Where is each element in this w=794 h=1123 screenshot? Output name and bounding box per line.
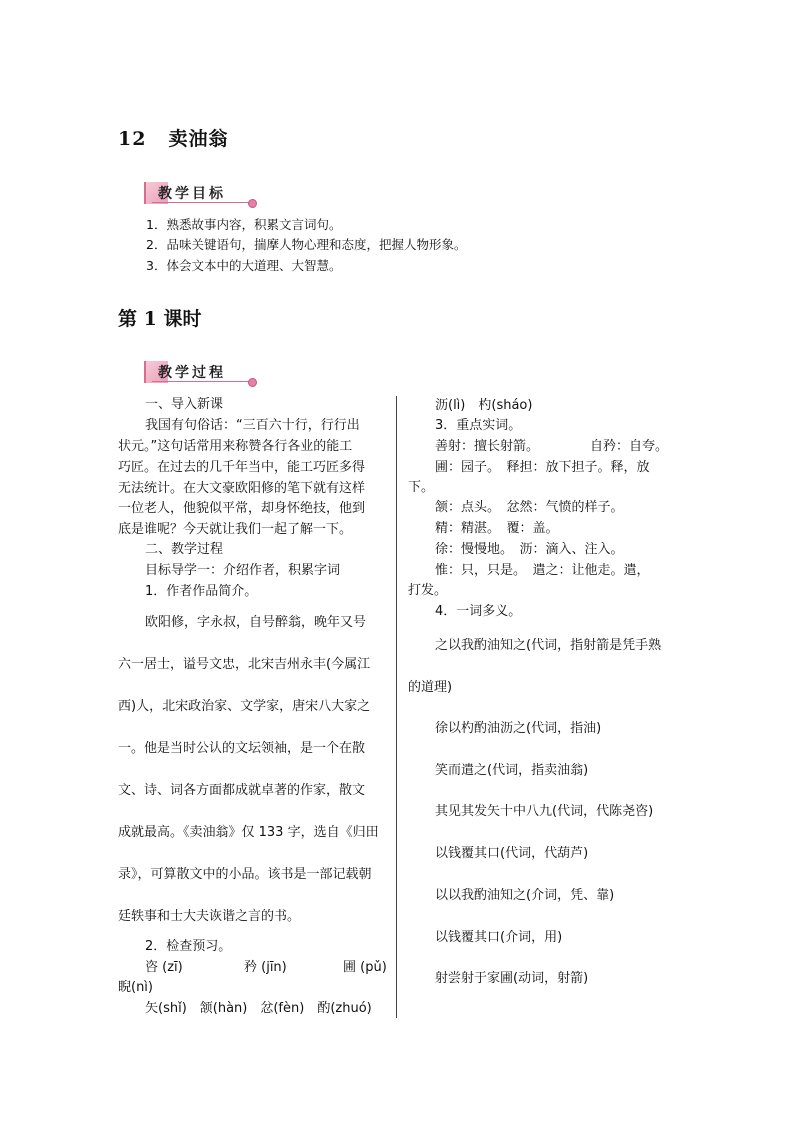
left-line: 目标导学一：介绍作者，积累字词	[145, 563, 341, 578]
pinyin-item: 咨 (zī)	[145, 960, 183, 975]
right-line: 徐：慢慢地。 沥：滴入、注入。	[435, 542, 624, 557]
left-line: 一、导入新课	[145, 397, 224, 412]
right-line: 下。	[408, 480, 435, 495]
pinyin-item: 圃 (pǔ)	[343, 960, 387, 975]
lesson-period-title: 第 1 课时	[118, 308, 202, 330]
right-line: 其见其发矢十中八九(代词，代陈尧咨)	[435, 804, 654, 819]
right-line: 笑而遣之(代词，指卖油翁)	[435, 763, 589, 778]
section-banner-goals	[144, 182, 274, 206]
left-line: 廷轶事和士大夫诙谐之言的书。	[118, 909, 301, 924]
left-line: 巧匠。在过去的几千年当中，能工巧匠多得	[118, 460, 366, 475]
goal-item: 3．体会文本中的大道理、大智慧。	[146, 258, 342, 273]
right-line: 以以我酌油知之(介词，凭、靠)	[435, 888, 615, 903]
left-line: 一。他是当时公认的文坛领袖，是一个在散	[118, 741, 366, 756]
right-line: 精：精湛。 覆：盖。	[435, 521, 559, 536]
left-line: 西)人，北宋政治家、文学家，唐宋八大家之	[118, 699, 371, 714]
goal-item: 1．熟悉故事内容，积累文言词句。	[146, 217, 342, 232]
lesson-name: 卖油翁	[168, 128, 229, 150]
right-line: 之以我酌油知之(代词，指射箭是凭手熟	[435, 638, 662, 653]
left-line: 欧阳修，字永叔，自号醉翁，晚年又号	[145, 615, 367, 630]
banner-dot-icon	[248, 199, 257, 208]
section-banner-process	[144, 361, 274, 385]
right-line: 自矜：自夸。	[590, 439, 669, 454]
right-line: 以钱覆其口(代词，代葫芦)	[435, 846, 589, 861]
right-line: 善射：擅长射箭。	[435, 439, 540, 454]
goal-item: 2．品味关键语句，揣摩人物心理和态度，把握人物形象。	[146, 237, 467, 252]
right-line: 3．重点实词。	[435, 418, 522, 433]
left-line: 录》，可算散文中的小品。该书是一部记载朝	[118, 867, 372, 882]
right-line: 打发。	[408, 583, 448, 598]
right-line: 以钱覆其口(介词，用)	[435, 930, 563, 945]
right-line: 惟：只，只是。 遣之：让他走。遣，	[435, 563, 650, 578]
right-line: 射尝射于家圃(动词，射箭)	[435, 971, 589, 986]
pinyin-item: 矜 (jīn)	[244, 960, 287, 975]
left-line: 文、诗、词各方面都成就卓著的作家，散文	[118, 783, 366, 798]
lesson-heading	[118, 124, 228, 151]
column-divider	[396, 396, 397, 1018]
left-line: 成就最高。《卖油翁》仅 133 字，选自《归田	[118, 825, 379, 840]
left-line: 我国有句俗话：“三百六十行，行行出	[145, 418, 360, 433]
left-line: 底是谁呢？今天就让我们一起了解一下。	[118, 522, 353, 537]
left-line: 1．作者作品简介。	[145, 584, 258, 599]
right-line: 颔：点头。 忿然：气愤的样子。	[435, 500, 624, 515]
right-line: 圃：园子。 释担：放下担子。释，放	[435, 460, 650, 475]
left-line: 一位老人，他貌似平常，却身怀绝技，他到	[118, 501, 366, 516]
banner-label: 教学过程	[158, 365, 226, 381]
left-line: 二、教学过程	[145, 542, 224, 557]
left-line: 状元。”这句话常用来称赞各行各业的能工	[118, 439, 353, 454]
right-line: 的道理)	[408, 680, 453, 695]
lesson-number: 12	[118, 128, 147, 150]
right-line: 4．一词多义。	[435, 604, 522, 619]
banner-label: 教学目标	[158, 186, 226, 202]
left-line: 六一居士，谥号文忠，北宋吉州永丰(今属江	[118, 657, 371, 672]
banner-dot-icon	[248, 378, 257, 387]
left-line: 无法统计。在大文豪欧阳修的笔下就有这样	[118, 481, 366, 496]
left-line: 2．检查预习。	[145, 939, 232, 954]
pinyin-item: 睨(nì)	[118, 980, 153, 995]
right-line: 沥(lì) 杓(sháo)	[435, 398, 533, 413]
right-line: 徐以杓酌油沥之(代词，指油)	[435, 721, 602, 736]
pinyin-line: 矢(shǐ) 颔(hàn) 忿(fèn) 酌(zhuó)	[145, 1001, 372, 1016]
